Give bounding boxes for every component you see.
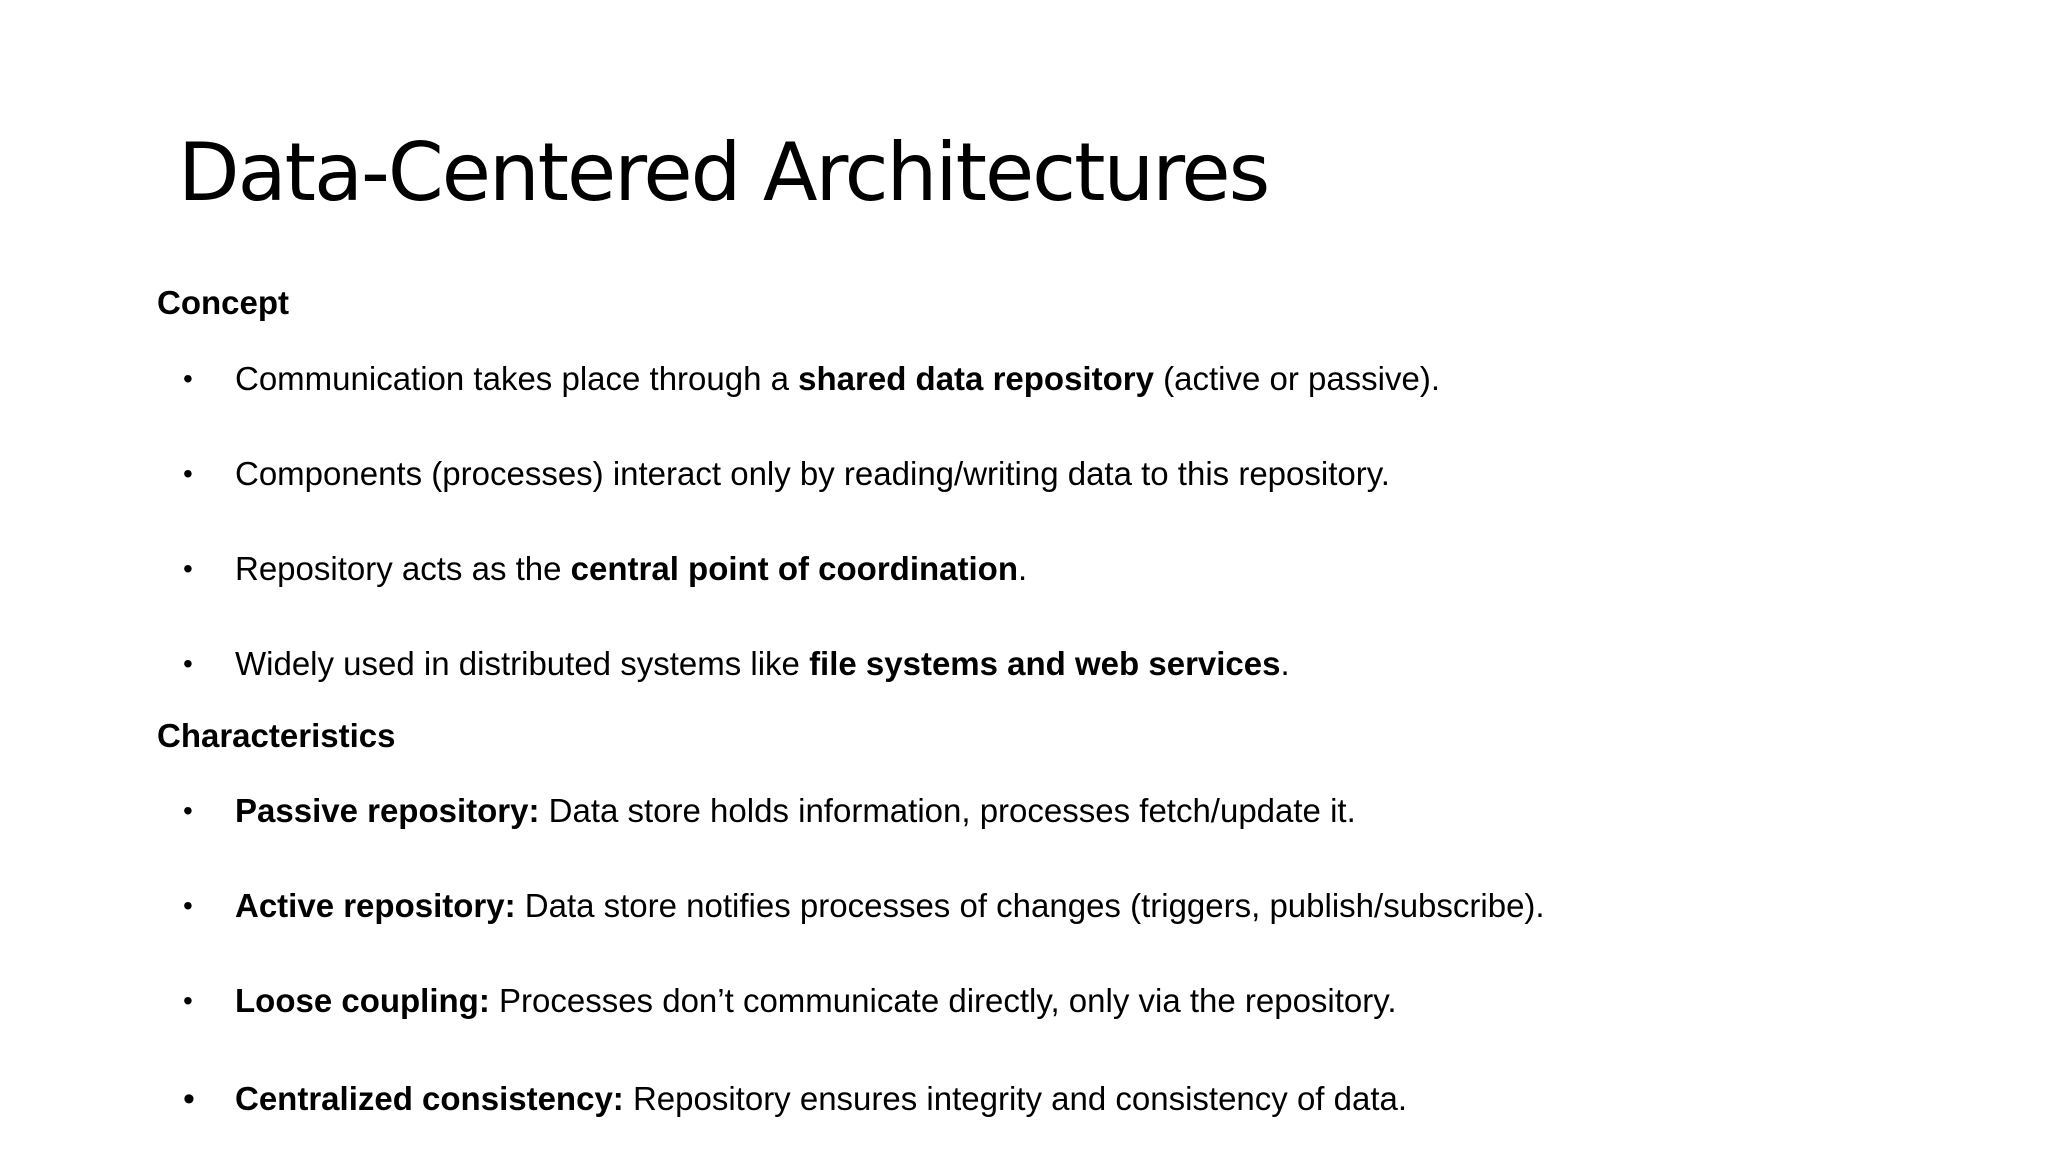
bullet-text: Repository acts as the central point of coordination. (235, 550, 1028, 587)
bullet-icon: • (183, 363, 193, 394)
slide-title: Data-Centered Architectures (178, 126, 1269, 219)
bullet-icon: • (183, 795, 193, 826)
characteristics-heading: Characteristics (157, 717, 396, 754)
bullet-text: Active repository: Data store notifies processes of changes (triggers, publish/subscribe). (235, 887, 1545, 924)
bullet-text: Loose coupling: Processes don’t communicate directly, only via the repository. (235, 982, 1397, 1019)
bullet-text: Centralized consistency: Repository ensures integrity and consistency of data. (235, 1080, 1408, 1117)
bullet-icon: • (183, 1080, 195, 1118)
bullet-text: Communication takes place through a shared data repository (active or passive). (235, 360, 1441, 397)
bullet-icon: • (183, 458, 193, 489)
bullet-icon: • (183, 648, 193, 679)
bullet-text: Components (processes) interact only by reading/writing data to this repository. (235, 455, 1390, 492)
bullet-text: Widely used in distributed systems like file systems and web services. (235, 645, 1290, 682)
concept-heading: Concept (157, 284, 289, 321)
bullet-icon: • (183, 553, 193, 584)
bullet-icon: • (183, 890, 193, 921)
bullet-icon: • (183, 985, 193, 1016)
bullet-text: Passive repository: Data store holds information, processes fetch/update it. (235, 792, 1356, 829)
